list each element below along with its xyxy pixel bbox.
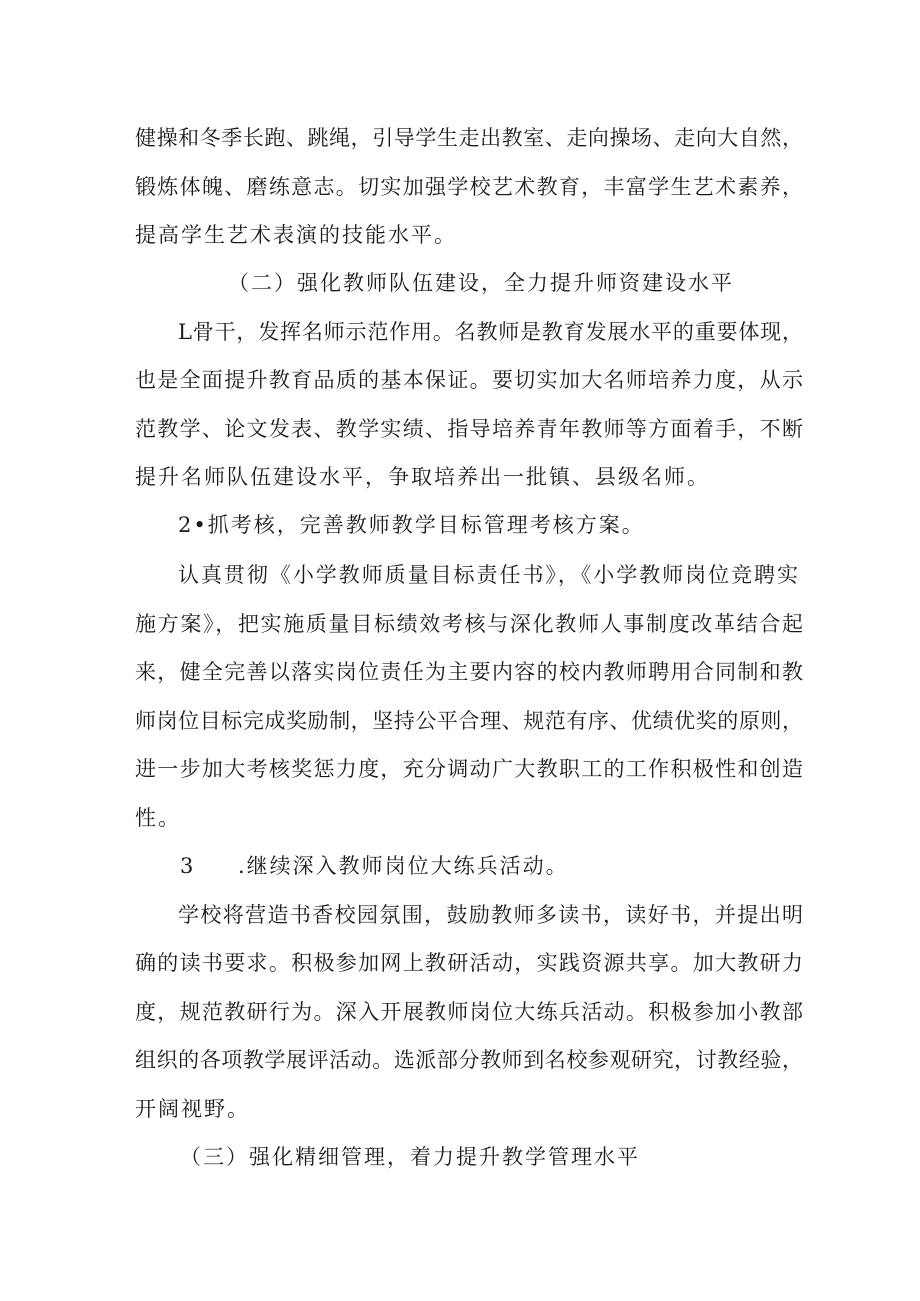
para2-line2: 也是全面提升教育品质的基本保证。要切实加大名师培养力度，从示: [135, 368, 803, 392]
para1-line1: 健操和冬季长跑、跳绳，引导学生走出教室、走向操场、走向大自然，: [135, 126, 803, 150]
item-3-heading: .继续深入教师岗位大练兵活动。: [238, 854, 569, 878]
item-3-number: 3: [180, 854, 194, 878]
para2-line4: 提升名师队伍建设水平，争取培养出一批镇、县级名师。: [135, 465, 710, 489]
para4-line3: 度，规范教研行为。深入开展教师岗位大练兵活动。积极参加小教部: [135, 1000, 803, 1024]
para4-line4: 组织的各项教学展评活动。选派部分教师到名校参观研究，讨教经验，: [135, 1048, 803, 1072]
para3-line3: 来，健全完善以落实岗位责任为主要内容的校内教师聘用合同制和教: [135, 660, 803, 684]
para3-line4: 师岗位目标完成奖励制，坚持公平合理、规范有序、优绩优奖的原则，: [135, 709, 803, 733]
para3-line6: 性。: [135, 806, 181, 830]
section-heading-3: （三）强化精细管理，着力提升教学管理水平: [180, 1145, 640, 1169]
para3-line5: 进一步加大考核奖惩力度，充分调动广大教职工的工作积极性和创造: [135, 757, 803, 781]
section-heading-2: （二）强化教师队伍建设，全力提升师资建设水平: [228, 271, 734, 295]
item-2-heading: 2•抓考核，完善教师教学目标管理考核方案。: [178, 513, 645, 537]
para2-line1: L骨干，发挥名师示范作用。名教师是教育发展水平的重要体现，: [178, 320, 803, 344]
para3-line1: 认真贯彻《小学教师质量目标责任书》，《小学教师岗位竞聘实: [178, 563, 798, 587]
para1-line3: 提高学生艺术表演的技能水平。: [135, 223, 457, 247]
para1-line2: 锻炼体魄、磨练意志。切实加强学校艺术教育，丰富学生艺术素养，: [135, 175, 803, 199]
para4-line2: 确的读书要求。积极参加网上教研活动，实践资源共享。加大教研力: [135, 951, 803, 975]
para4-line5: 开阔视野。: [135, 1097, 250, 1121]
para4-line1: 学校将营造书香校园氛围，鼓励教师多读书，读好书，并提出明: [178, 903, 803, 927]
para2-line3: 范教学、论文发表、教学实绩、指导培养青年教师等方面着手，不断: [135, 417, 803, 441]
para3-line2: 施方案》，把实施质量目标绩效考核与深化教师人事制度改革结合起: [135, 612, 803, 636]
